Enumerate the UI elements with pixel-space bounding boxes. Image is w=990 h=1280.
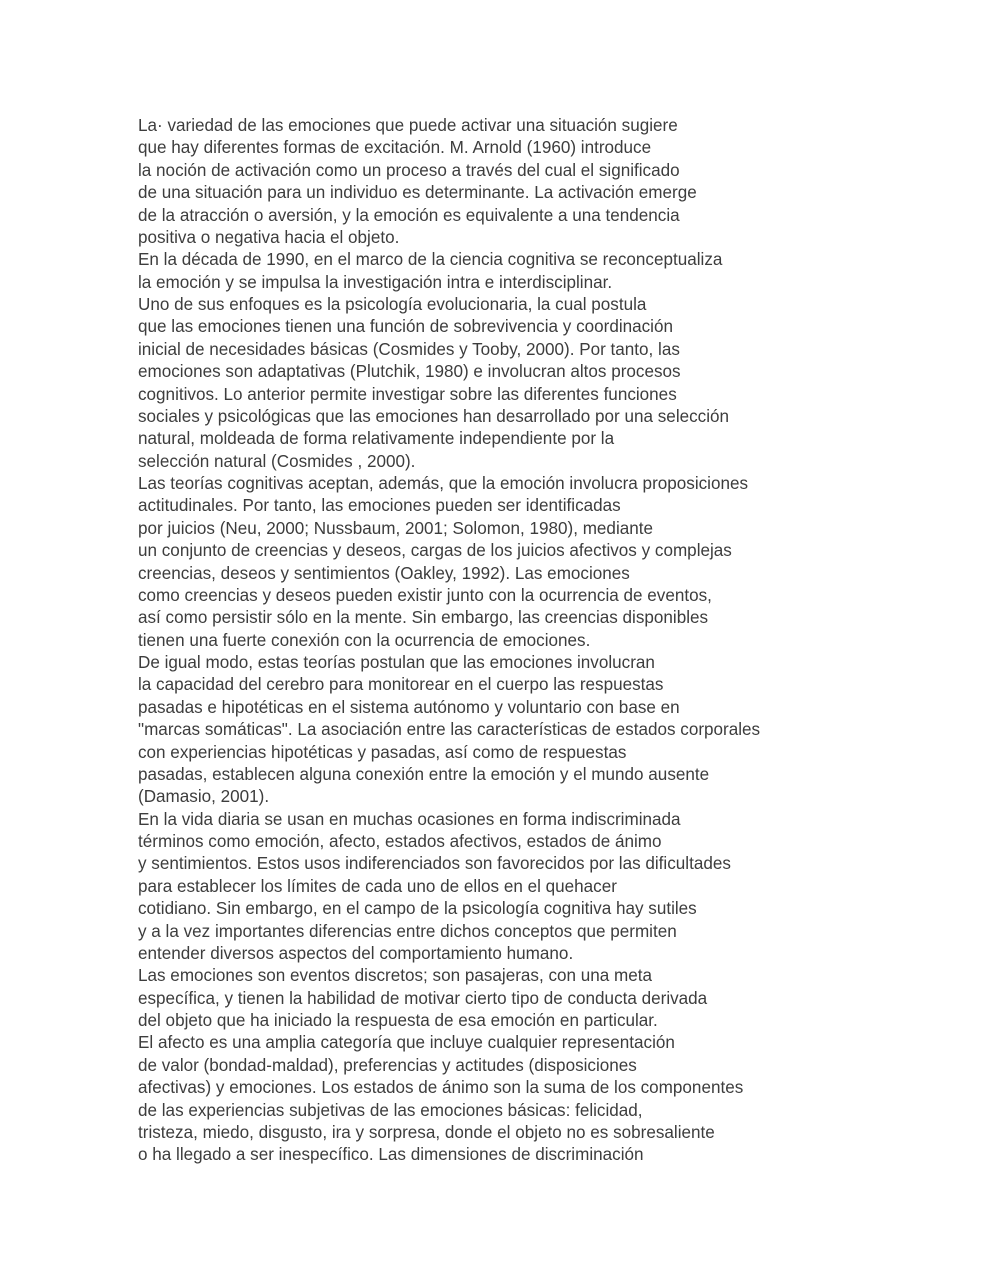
text-line: Las teorías cognitivas aceptan, además, que la emoción involucra proposiciones — [138, 474, 749, 493]
text-line: actitudinales. Por tanto, las emociones pueden ser identificadas — [138, 496, 621, 516]
text-line: que hay diferentes formas de excitación. M. Arnold (1960) introduce — [138, 138, 652, 158]
text-line: creencias, deseos y sentimientos (Oakley, 1992). Las emociones — [138, 563, 630, 583]
text-line: de valor (bondad-maldad), preferencias y actitudes (disposiciones — [138, 1055, 637, 1075]
text-line: Las emociones son eventos discretos; son pasajeras, con una meta — [138, 966, 653, 986]
text-line: específica, y tienen la habilidad de motivar cierto tipo de conducta derivada — [138, 988, 708, 1008]
text-line: o ha llegado a ser inespecífico. Las dimensiones de discriminación — [138, 1145, 644, 1165]
text-line: Uno de sus enfoques es la psicología evolucionaria, la cual postula — [138, 295, 647, 314]
text-line: En la década de 1990, en el marco de la ciencia cognitiva se reconceptualiza — [138, 250, 723, 270]
text-line: por juicios (Neu, 2000; Nussbaum, 2001; Solomon, 1980), mediante — [138, 518, 654, 538]
text-line: inicial de necesidades básicas (Cosmides y Tooby, 2000). Por tanto, las — [138, 339, 680, 359]
text-line: positiva o negativa hacia el objeto. — [138, 227, 400, 247]
text-line: de las experiencias subjetivas de las emociones básicas: felicidad, — [138, 1100, 643, 1120]
text-line: sociales y psicológicas que las emociones han desarrollado por una selección — [138, 406, 730, 426]
text-line: "marcas somáticas". La asociación entre las características de estados corporales — [138, 720, 761, 740]
text-line: para establecer los límites de cada uno de ellos en el quehacer — [138, 876, 617, 896]
text-line: (Damasio, 2001). — [138, 787, 270, 807]
text-line: la capacidad del cerebro para monitorear en el cuerpo las respuestas — [138, 675, 664, 695]
text-line: la emoción y se impulsa la investigación intra e interdisciplinar. — [138, 272, 613, 292]
text-line: y sentimientos. Estos usos indiferenciados son favorecidos por las dificultades — [138, 854, 731, 874]
text-line: cotidiano. Sin embargo, en el campo de la psicología cognitiva hay sutiles — [138, 899, 697, 919]
text-line: como creencias y deseos pueden existir junto con la ocurrencia de eventos, — [138, 585, 712, 605]
text-line: natural, moldeada de forma relativamente independiente por la — [138, 429, 615, 449]
text-line: La· variedad de las emociones que puede activar una situación sugiere — [138, 116, 678, 135]
text-line: un conjunto de creencias y deseos, cargas de los juicios afectivos y complejas — [138, 541, 732, 561]
text-line: de una situación para un individuo es determinante. La activación emerge — [138, 183, 697, 203]
text-line: pasadas e hipotéticas en el sistema autónomo y voluntario con base en — [138, 697, 680, 717]
text-line: entender diversos aspectos del comportamiento humano. — [138, 943, 574, 963]
text-line: del objeto que ha iniciado la respuesta de esa emoción en particular. — [138, 1011, 658, 1030]
text-line: tristeza, miedo, disgusto, ira y sorpresa, donde el objeto no es sobresaliente — [138, 1122, 715, 1142]
text-line: selección natural (Cosmides , 2000). — [138, 451, 416, 471]
text-line: afectivas) y emociones. Los estados de ánimo son la suma de los componentes — [138, 1078, 744, 1098]
text-line: términos como emoción, afecto, estados afectivos, estados de ánimo — [138, 832, 662, 851]
body-text — [138, 115, 968, 1167]
text-line: la noción de activación como un proceso a través del cual el significado — [138, 160, 680, 180]
text-line: y a la vez importantes diferencias entre dichos conceptos que permiten — [138, 921, 677, 941]
text-line: así como persistir sólo en la mente. Sin embargo, las creencias disponibles — [138, 608, 709, 628]
text-line: con experiencias hipotéticas y pasadas, así como de respuestas — [138, 742, 627, 762]
text-line: pasadas, establecen alguna conexión entre la emoción y el mundo ausente — [138, 764, 710, 784]
text-line: En la vida diaria se usan en muchas ocasiones en forma indiscriminada — [138, 809, 681, 829]
text-line: El afecto es una amplia categoría que incluye cualquier representación — [138, 1033, 675, 1053]
text-line: emociones son adaptativas (Plutchik, 1980) e involucran altos procesos — [138, 362, 681, 382]
text-line: cognitivos. Lo anterior permite investigar sobre las diferentes funciones — [138, 384, 677, 404]
text-line: De igual modo, estas teorías postulan que las emociones involucran — [138, 653, 655, 672]
text-line: de la atracción o aversión, y la emoción es equivalente a una tendencia — [138, 205, 680, 225]
text-line: tienen una fuerte conexión con la ocurrencia de emociones. — [138, 630, 591, 650]
text-line: que las emociones tienen una función de sobrevivencia y coordinación — [138, 317, 673, 337]
